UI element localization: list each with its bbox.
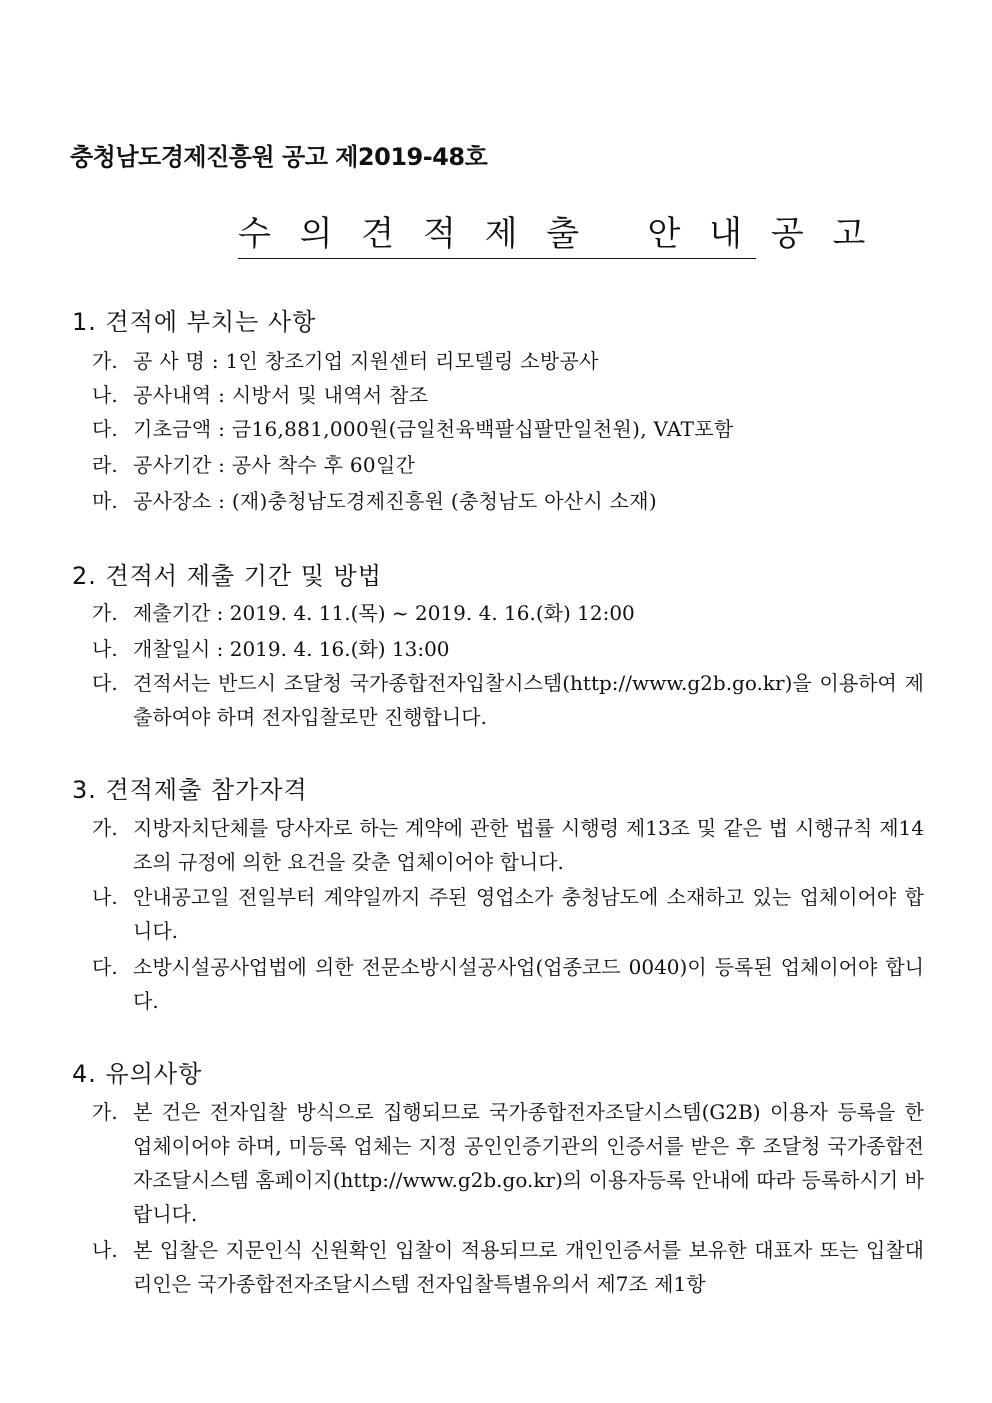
- item-text: 소방시설공사업법에 의한 전문소방시설공사업(업종코드 0040)이 등록된 업체이어야 합니다.: [133, 955, 924, 1013]
- item-marker: 다.: [92, 671, 118, 695]
- section-3-heading: 3. 견적제출 참가자격: [72, 776, 308, 804]
- item-text: 공사장소 : (재)충청남도경제진흥원 (충청남도 아산시 소재): [133, 489, 657, 513]
- item-text: 개찰일시 : 2019. 4. 16.(화) 13:00: [133, 637, 450, 661]
- item-text: 공사기간 : 공사 착수 후 60일간: [133, 453, 416, 477]
- section-4-item-ga: [92, 1095, 924, 1231]
- section-3-item-na: [92, 880, 924, 948]
- section-1-item-na: [92, 378, 924, 412]
- item-text: 공사내역 : 시방서 및 내역서 참조: [133, 383, 429, 407]
- item-marker: 가.: [92, 1100, 118, 1124]
- item-text: 지방자치단체를 당사자로 하는 계약에 관한 법률 시행령 제13조 및 같은 법 시행규칙 제14조의 규정에 의한 요건을 갖춘 업체이어야 합니다.: [133, 816, 924, 874]
- section-1-heading: 1. 견적에 부치는 사항: [72, 308, 317, 336]
- item-marker: 가.: [92, 349, 118, 373]
- item-text: 공 사 명 : 1인 창조기업 지원센터 리모델링 소방공사: [133, 349, 599, 373]
- item-marker: 다.: [92, 955, 118, 979]
- item-text: 기초금액 : 금16,881,000원(금일천육백팔십팔만일천원), VAT포함: [133, 417, 734, 441]
- item-marker: 가.: [92, 601, 118, 625]
- section-3-item-ga: [92, 811, 924, 879]
- item-marker: 다.: [92, 417, 118, 441]
- section-2-item-ga: [92, 596, 924, 630]
- item-marker: 마.: [92, 489, 118, 513]
- item-text: 제출기간 : 2019. 4. 11.(목) ~ 2019. 4. 16.(화) 12:00: [133, 601, 635, 625]
- section-2-item-na: [92, 632, 924, 666]
- item-marker: 가.: [92, 816, 118, 840]
- section-3-item-da: [92, 950, 924, 1018]
- section-1-item-da: [92, 412, 924, 446]
- item-marker: 나.: [92, 637, 118, 661]
- section-2-item-da: [92, 666, 924, 734]
- item-text: 안내공고일 전일부터 계약일까지 주된 영업소가 충청남도에 소재하고 있는 업체이어야 합니다.: [133, 885, 924, 943]
- item-marker: 라.: [92, 453, 118, 477]
- section-4-item-na: [92, 1233, 924, 1301]
- section-2-heading: 2. 견적서 제출 기간 및 방법: [72, 562, 382, 590]
- item-text: 견적서는 반드시 조달청 국가종합전자입찰시스템(http://www.g2b.go.kr)을 이용하여 제출하여야 하며 전자입찰로만 진행합니다.: [133, 671, 924, 729]
- document-title: 수 의 견 적 제 출 안 내 공 고: [238, 212, 756, 259]
- item-text: 본 입찰은 지문인식 신원확인 입찰이 적용되므로 개인인증서를 보유한 대표자 또는 입찰대리인은 국가종합전자조달시스템 전자입찰특별유의서 제7조 제1항: [133, 1238, 924, 1296]
- item-marker: 나.: [92, 1238, 118, 1262]
- section-1-item-ma: [92, 484, 924, 518]
- section-4-heading: 4. 유의사항: [72, 1060, 203, 1088]
- notice-number: 충청남도경제진흥원 공고 제2019-48호: [70, 143, 488, 171]
- item-text: 본 건은 전자입찰 방식으로 집행되므로 국가종합전자조달시스템(G2B) 이용자 등록을 한 업체이어야 하며, 미등록 업체는 지정 공인인증기관의 인증서를 받은 후 조달청 국가종합전자조달시스템 홈페이지(http://www.g2b.go.kr)의 이용자등록 안내에 따라 등록하시기 바랍니다.: [133, 1100, 924, 1226]
- section-1-item-ga: [92, 344, 924, 378]
- section-1-item-ra: [92, 448, 924, 482]
- item-marker: 나.: [92, 885, 118, 909]
- item-marker: 나.: [92, 383, 118, 407]
